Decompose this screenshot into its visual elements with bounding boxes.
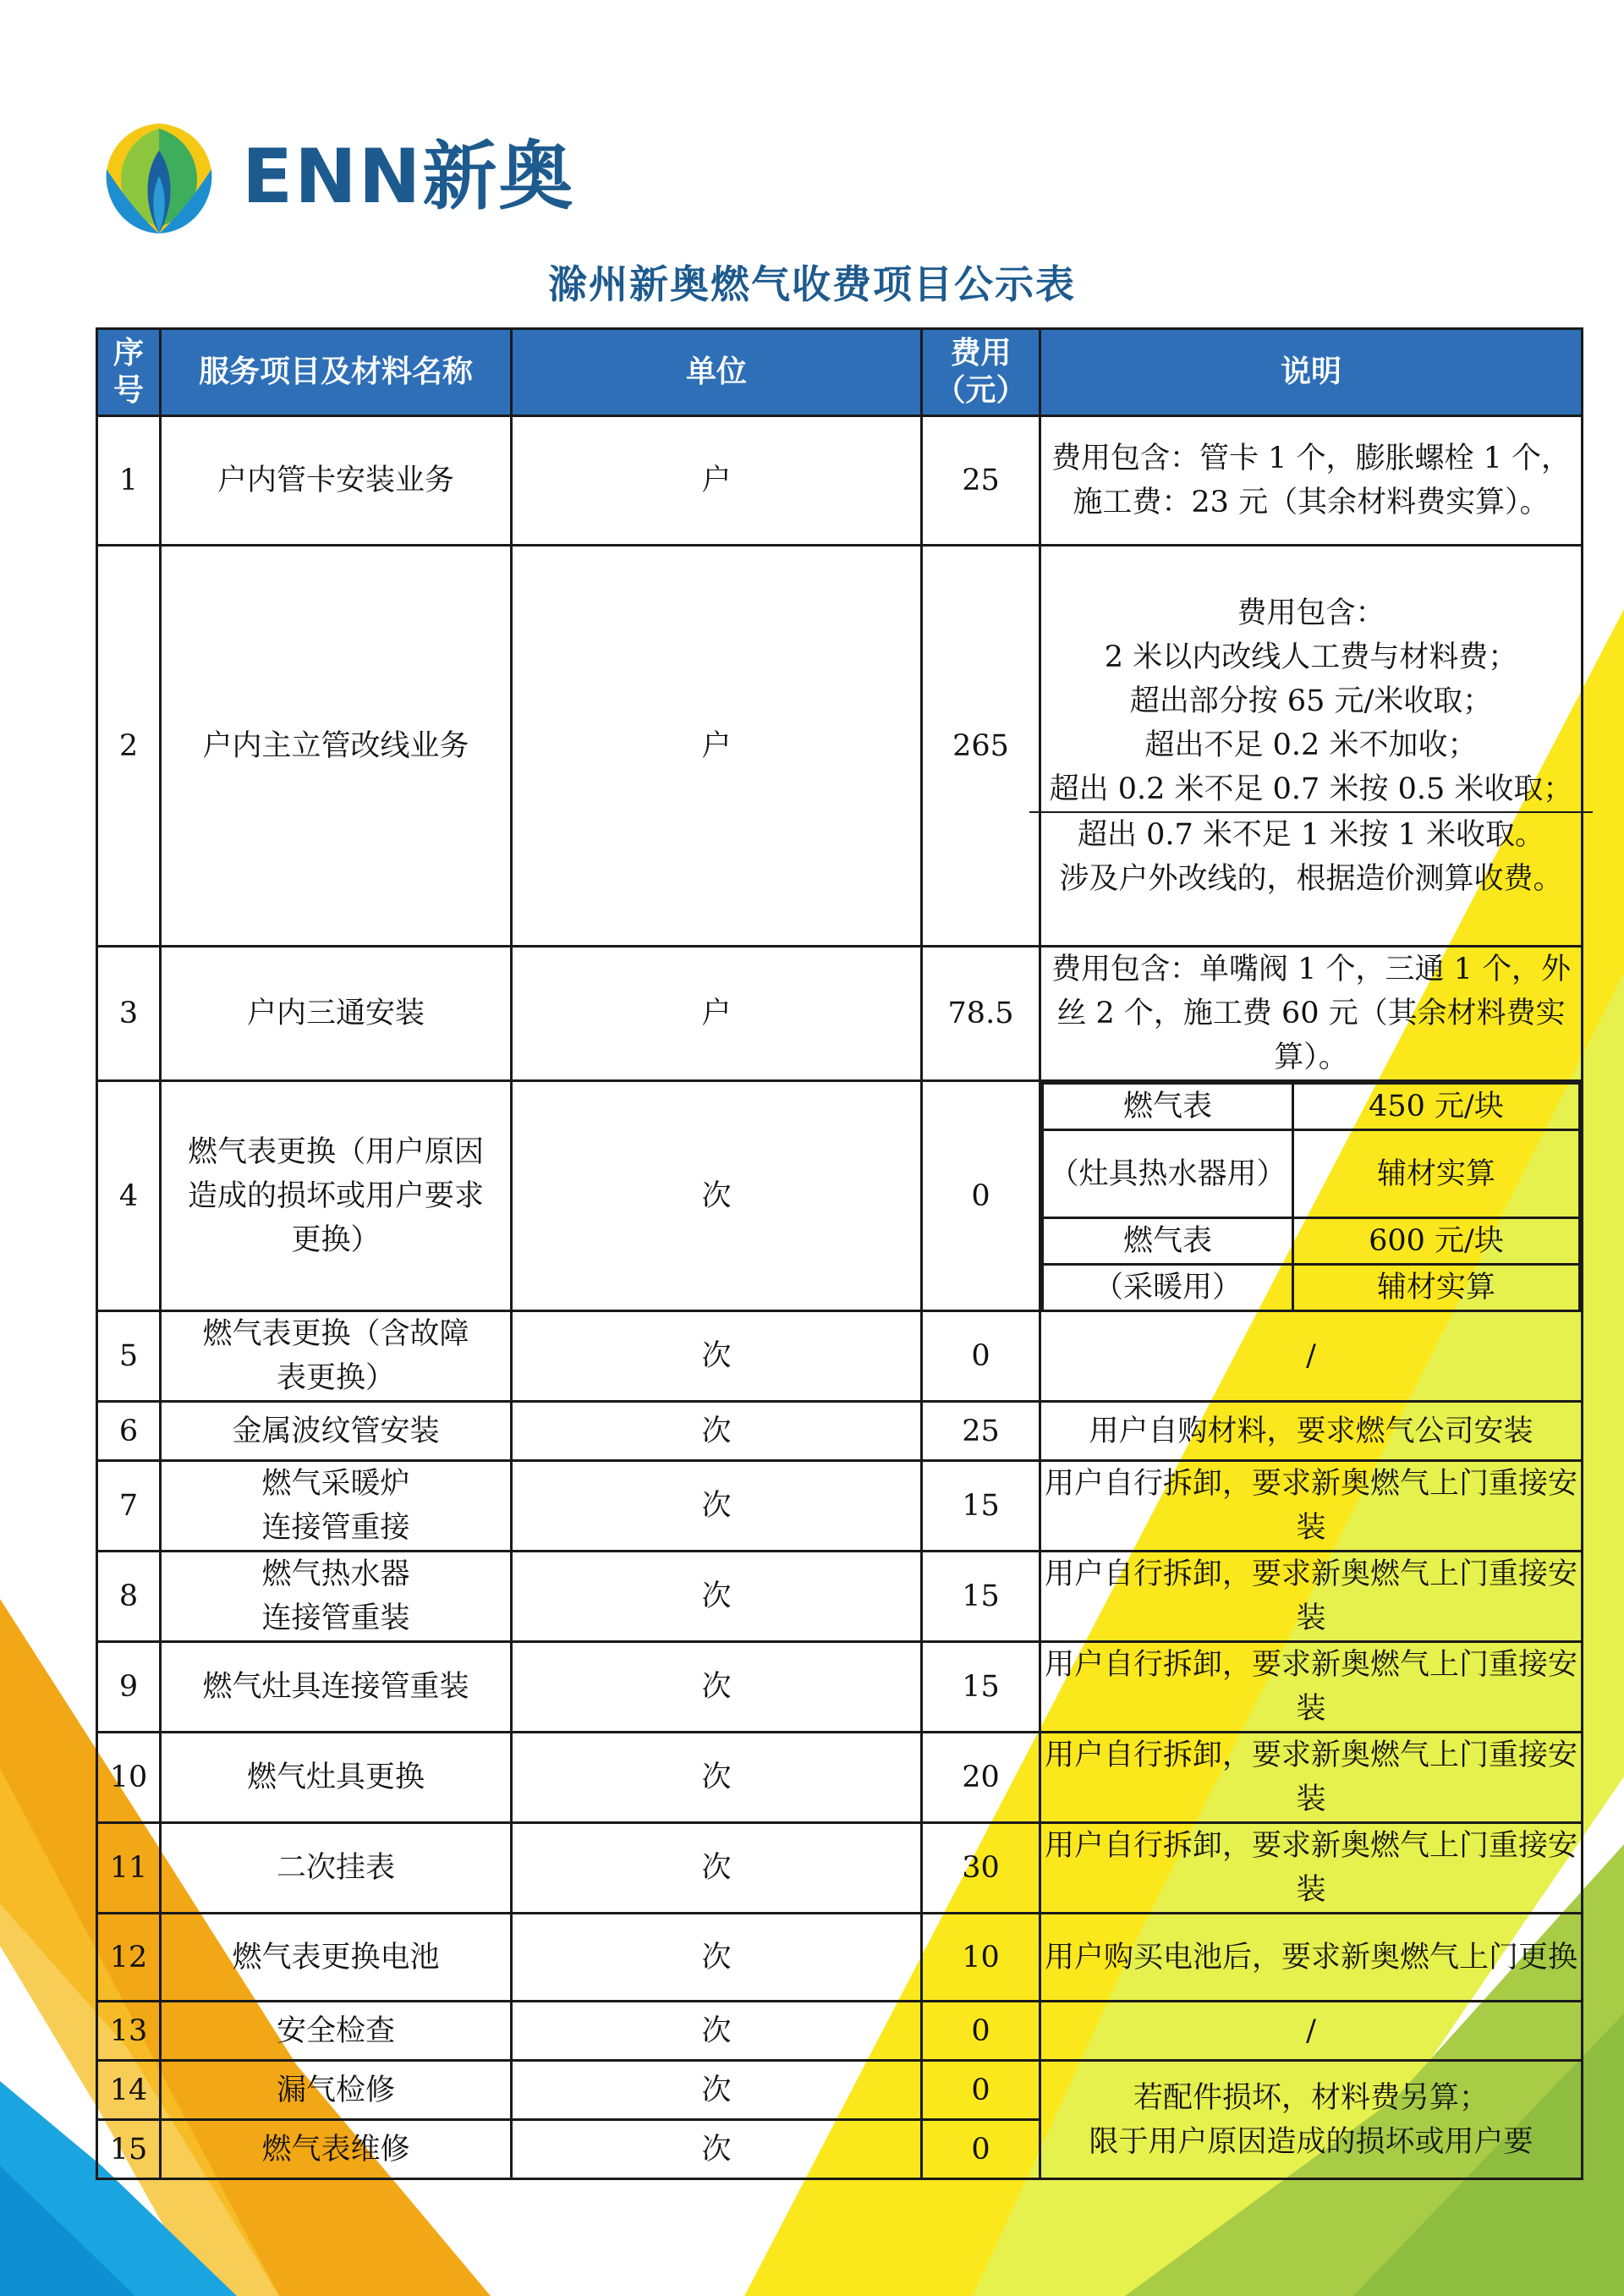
row-fee: 30 [922,1823,1040,1914]
row-unit: 次 [512,1402,922,1461]
desc-line: 2 米以内改线人工费与材料费； [1104,640,1518,674]
row-desc: 用户自行拆卸，要求新奥燃气上门重接安装 [1040,1552,1583,1642]
row-no: 14 [97,2061,161,2120]
desc-line: 超出不足 0.2 米不加收； [1144,728,1478,762]
row-unit: 户 [512,947,922,1081]
row-desc [1040,546,1583,947]
table-row [97,1311,1583,1402]
sub-label: （灶具热水器用） [1043,1130,1293,1218]
row-item: 燃气表更换（含故障表更换） [161,1311,512,1402]
sub-value: 辅材实算 [1293,1130,1580,1218]
desc-line: 超出 0.7 米不足 1 米按 1 米收取。 [1078,817,1544,852]
row-fee: 0 [922,2002,1040,2061]
row-item: 金属波纹管安装 [161,1402,512,1461]
row-desc [1040,947,1583,1081]
row-no: 7 [97,1461,161,1552]
row-item: 户内主立管改线业务 [161,546,512,947]
row-unit: 次 [512,2120,922,2179]
header-unit: 单位 [512,329,922,416]
row-item: 燃气采暖炉连接管重接 [161,1461,512,1552]
row-fee: 10 [922,1914,1040,2002]
row-desc: 用户自行拆卸，要求新奥燃气上门重接安装 [1040,1642,1583,1733]
row-fee: 0 [922,2061,1040,2120]
enn-leaf-logo-icon [95,117,223,237]
table-row [97,947,1583,1081]
table-row [97,1552,1583,1642]
header-no: 序号 [97,329,161,416]
row-desc [1040,1081,1583,1311]
desc-line: 费用包含：单嘴阀 1 个，三通 1 个，外丝 2 个，施工费 60 元（其余材料费实算）。 [1051,953,1572,1074]
row-desc: 用户购买电池后，要求新奥燃气上门更换 [1040,1914,1583,2002]
row-desc: 用户自行拆卸，要求新奥燃气上门重接安装 [1040,1823,1583,1914]
row-item: 户内管卡安装业务 [161,416,512,546]
table-row [97,1914,1583,2002]
table-header-row [97,329,1583,416]
table-row [97,1081,1583,1311]
row-no: 9 [97,1642,161,1733]
row-desc-merged [1040,2061,1583,2179]
table-row [97,546,1583,947]
row-unit: 户 [512,546,922,947]
row-no: 10 [97,1733,161,1823]
row-fee: 0 [922,2120,1040,2179]
row-fee: 265 [922,546,1040,947]
row-desc: / [1040,1311,1583,1402]
row-unit: 次 [512,1081,922,1311]
desc-line: 涉及户外改线的，根据造价测算收费。 [1059,861,1563,896]
row-no: 1 [97,416,161,546]
row-no: 6 [97,1402,161,1461]
row-no: 3 [97,947,161,1081]
row-fee: 78.5 [922,947,1040,1081]
row-desc [1040,416,1583,546]
row-unit: 次 [512,1461,922,1552]
row-item: 燃气灶具连接管重装 [161,1642,512,1733]
row-unit: 次 [512,1552,922,1642]
row-no: 4 [97,1081,161,1311]
meter-price-subtable [1041,1082,1581,1310]
row-desc: 用户自行拆卸，要求新奥燃气上门重接安装 [1040,1461,1583,1552]
desc-line: 超出 0.2 米不足 0.7 米按 0.5 米收取； [1049,772,1573,806]
row-desc: / [1040,2002,1583,2061]
sub-label: 燃气表 [1043,1084,1293,1130]
row-unit: 户 [512,416,922,546]
row-desc: 用户自行拆卸，要求新奥燃气上门重接安装 [1040,1733,1583,1823]
table-row [97,1402,1583,1461]
desc-line: 限于用户原因造成的损坏或用户要 [1089,2124,1533,2159]
row-no: 5 [97,1311,161,1402]
table-row [97,1642,1583,1733]
row-no: 2 [97,546,161,947]
row-unit: 次 [512,2002,922,2061]
row-fee: 0 [922,1081,1040,1311]
desc-line: 超出部分按 65 元/米收取； [1129,684,1493,718]
row-fee: 0 [922,1311,1040,1402]
sub-label: 燃气表 [1043,1218,1293,1265]
row-desc: 用户自购材料，要求燃气公司安装 [1040,1402,1583,1461]
row-no: 13 [97,2002,161,2061]
desc-line: 若配件损坏，材料费另算； [1133,2080,1489,2115]
row-fee: 25 [922,416,1040,546]
row-item: 燃气灶具更换 [161,1733,512,1823]
table-row [97,416,1583,546]
row-unit: 次 [512,2061,922,2120]
sub-value: 600 元/块 [1293,1218,1580,1265]
page-title: 滁州新奥燃气收费项目公示表 [548,261,1076,307]
table-row [97,1823,1583,1914]
desc-line: 费用包含： [1237,596,1385,630]
row-unit: 次 [512,1733,922,1823]
row-no: 11 [97,1823,161,1914]
row-item: 户内三通安装 [161,947,512,1081]
header-desc: 说明 [1040,329,1583,416]
sub-value: 辅材实算 [1293,1265,1580,1310]
row-item: 燃气表维修 [161,2120,512,2179]
header-item: 服务项目及材料名称 [161,329,512,416]
row-item: 燃气热水器连接管重装 [161,1552,512,1642]
fee-table [96,327,1583,2180]
row-no: 15 [97,2120,161,2179]
table-row [97,1461,1583,1552]
sub-label: （采暖用） [1043,1265,1293,1310]
row-unit: 次 [512,1311,922,1402]
row-fee: 15 [922,1552,1040,1642]
desc-divider [1029,811,1593,901]
desc-line: 费用包含：管卡 1 个，膨胀螺栓 1 个，施工费：23 元（其余材料费实算）。 [1051,442,1572,519]
row-item: 燃气表更换（用户原因造成的损坏或用户要求更换） [161,1081,512,1311]
row-unit: 次 [512,1823,922,1914]
row-item: 漏气检修 [161,2061,512,2120]
sub-value: 450 元/块 [1293,1084,1580,1130]
header-fee: 费用（元） [922,329,1040,416]
brand-logo [95,117,574,237]
table-row [97,2061,1583,2120]
row-fee: 25 [922,1402,1040,1461]
row-item: 二次挂表 [161,1823,512,1914]
row-fee: 15 [922,1642,1040,1733]
row-item: 安全检查 [161,2002,512,2061]
row-fee: 20 [922,1733,1040,1823]
row-no: 12 [97,1914,161,2002]
row-item: 燃气表更换电池 [161,1914,512,2002]
table-row [97,1733,1583,1823]
brand-name: ENN新奥 [242,133,575,220]
row-unit: 次 [512,1914,922,2002]
table-row [97,2002,1583,2061]
row-fee: 15 [922,1461,1040,1552]
row-unit: 次 [512,1642,922,1733]
row-no: 8 [97,1552,161,1642]
